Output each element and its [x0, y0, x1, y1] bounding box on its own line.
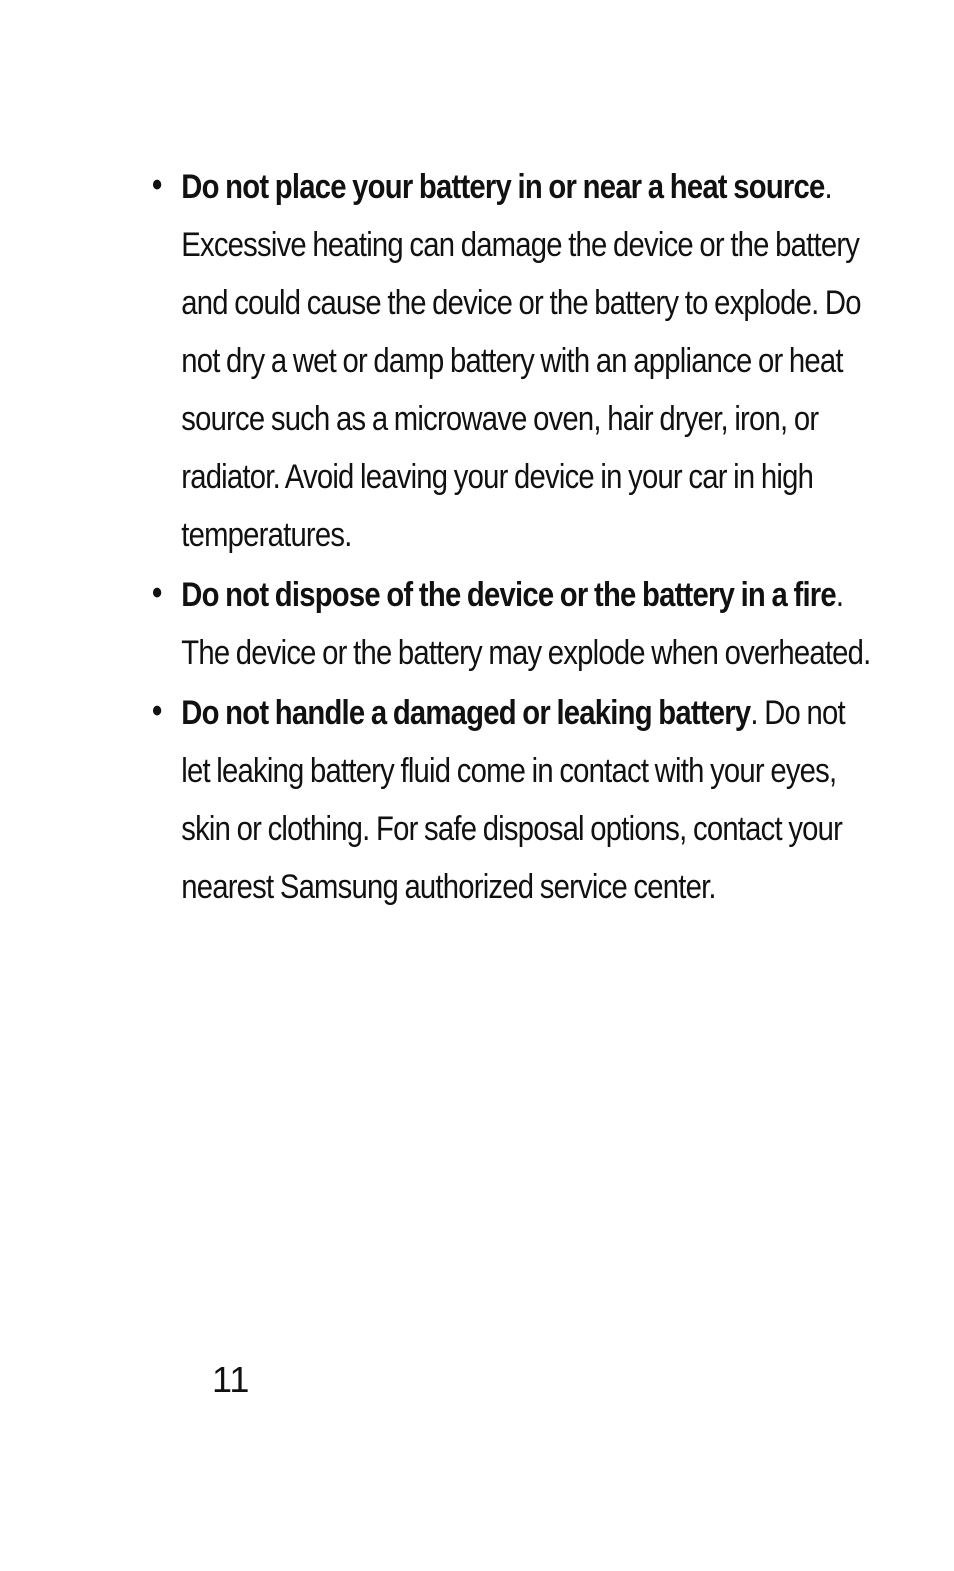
bullet-icon: •	[152, 574, 162, 612]
bullet-body: . Do not let leaking battery fluid come in contact with your eyes, skin or clothing. For safe disposal options, contact your nearest Samsung authorized service center.	[181, 694, 845, 906]
page-number: 11	[212, 1359, 250, 1400]
bullet-body: . The device or the battery may explode when overheated.	[181, 576, 871, 672]
bullet-item-damaged-battery	[152, 684, 878, 916]
bullet-item-fire	[152, 566, 878, 682]
bullet-item-heat-source	[152, 158, 878, 564]
bullet-heading: Do not dispose of the device or the battery in a fire	[181, 576, 836, 614]
safety-bullet-list	[152, 158, 871, 918]
bullet-heading: Do not place your battery in or near a heat source	[181, 168, 825, 206]
bullet-heading: Do not handle a damaged or leaking battery	[181, 694, 751, 732]
bullet-icon: •	[152, 166, 162, 204]
bullet-icon: •	[152, 692, 162, 730]
bullet-body: . Excessive heating can damage the device or the battery and could cause the device or the battery to explode. Do not dry a wet or damp battery with an appliance or heat source such as a microwave oven, hair dryer, iron, or radiator. Avoid leaving your device in your car in high temperatures.	[181, 168, 861, 554]
